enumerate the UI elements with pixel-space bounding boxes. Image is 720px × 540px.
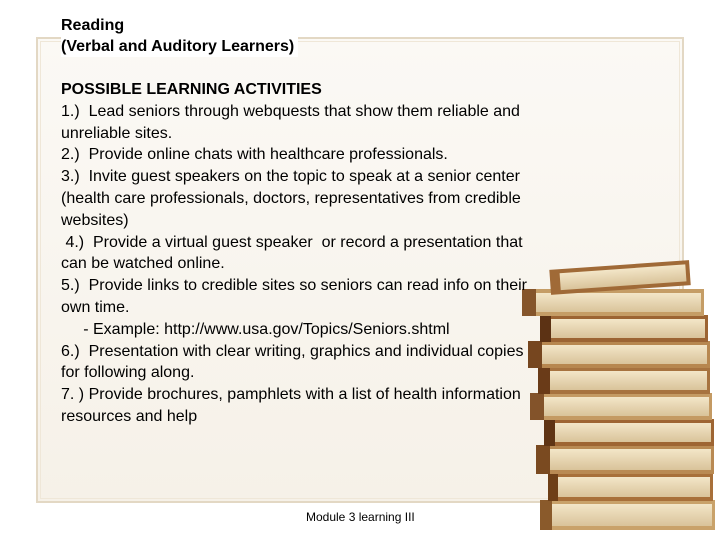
slide-title bbox=[61, 15, 298, 57]
activity-line: resources and help bbox=[61, 407, 198, 425]
activity-line: websites) bbox=[61, 211, 129, 229]
title-line-2: (Verbal and Auditory Learners) bbox=[61, 38, 295, 55]
activity-line: for following along. bbox=[61, 364, 195, 382]
book-1 bbox=[540, 500, 715, 530]
activity-line: unreliable sites. bbox=[61, 124, 173, 142]
activity-line: 3.) Invite guest speakers on the topic to speak at a senior center bbox=[61, 168, 520, 186]
activities-heading: POSSIBLE LEARNING ACTIVITIES bbox=[61, 81, 322, 98]
activity-line: own time. bbox=[61, 298, 130, 316]
activity-line: (health care professionals, doctors, representatives from credible bbox=[61, 189, 521, 207]
activity-line: can be watched online. bbox=[61, 255, 225, 273]
slide-footer: Module 3 learning III bbox=[306, 510, 415, 524]
activity-line: 7. ) Provide brochures, pamphlets with a list of health information bbox=[61, 386, 521, 404]
book-2 bbox=[548, 473, 713, 501]
title-line-1: Reading bbox=[61, 17, 125, 34]
activities-list bbox=[61, 79, 601, 428]
activity-line: 2.) Provide online chats with healthcare professionals. bbox=[61, 146, 448, 164]
activity-line: 4.) Provide a virtual guest speaker or record a presentation that bbox=[61, 233, 523, 251]
book-3 bbox=[536, 445, 714, 474]
activity-line-example-link: - Example: http://www.usa.gov/Topics/Seniors.shtml bbox=[61, 320, 450, 338]
activity-line: 5.) Provide links to credible sites so seniors can read info on their bbox=[61, 277, 528, 295]
activity-line: 6.) Presentation with clear writing, graphics and individual copies bbox=[61, 342, 524, 360]
activity-line: 1.) Lead seniors through webquests that show them reliable and bbox=[61, 102, 520, 120]
